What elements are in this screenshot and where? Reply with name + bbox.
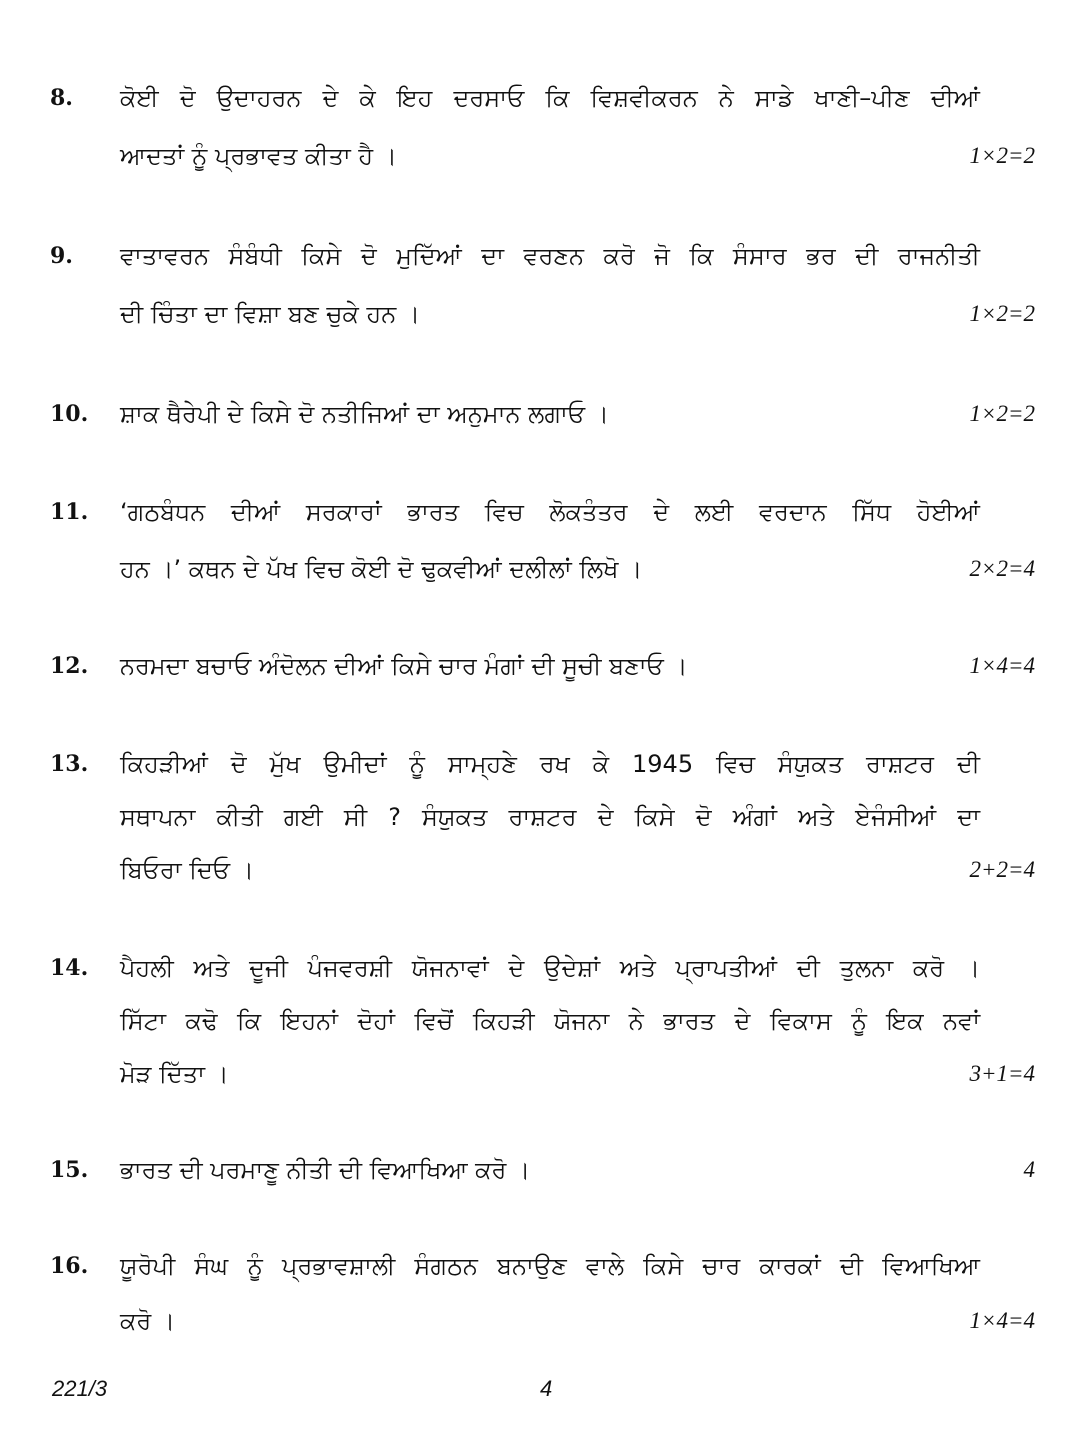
- question-number: 15.: [50, 1157, 89, 1183]
- question-text-line: ਭਾਰਤ ਦੀ ਪਰਮਾਣੂ ਨੀਤੀ ਦੀ ਵਿਆਖਿਆ ਕਰੋ ।: [120, 1156, 531, 1184]
- question-text-line: ਬਿਓਰਾ ਦਿਓ ।: [120, 856, 254, 884]
- marks-label: 1×4=4: [969, 653, 1035, 678]
- marks-label: 4: [1023, 1157, 1035, 1182]
- question-text-line: ਮੋੜ ਦਿੱਤਾ ।: [120, 1060, 229, 1088]
- question-text-line: ਵਾਤਾਵਰਨ ਸੰਬੰਧੀ ਕਿਸੇ ਦੋ ਮੁਦਿੱਆਂ ਦਾ ਵਰਣਨ ਕਰੋ ਜੋ ਕਿ ਸੰਸਾਰ ਭਰ ਦੀ ਰਾਜਨੀਤੀ: [120, 242, 980, 270]
- question-number: 8.: [50, 85, 73, 111]
- page-number: 4: [540, 1376, 553, 1401]
- marks-label: 1×2=2: [969, 301, 1035, 326]
- question-text-line: ਦੀ ਚਿੰਤਾ ਦਾ ਵਿਸ਼ਾ ਬਣ ਚੁਕੇ ਹਨ ।: [120, 300, 421, 328]
- question-number: 11.: [50, 499, 89, 525]
- question-number: 16.: [50, 1253, 89, 1279]
- question-number: 13.: [50, 751, 89, 777]
- question-number: 9.: [50, 243, 73, 269]
- question-text-line: ਸਥਾਪਨਾ ਕੀਤੀ ਗਈ ਸੀ ? ਸੰਯੁਕਤ ਰਾਸ਼ਟਰ ਦੇ ਕਿਸੇ ਦੋ ਅੰਗਾਂ ਅਤੇ ਏਜੰਸੀਆਂ ਦਾ: [120, 803, 980, 831]
- question-text-line: ਯੂਰੋਪੀ ਸੰਘ ਨੂੰ ਪ੍ਰਭਾਵਸ਼ਾਲੀ ਸੰਗਠਨ ਬਨਾਉਣ ਵਾਲੇ ਕਿਸੇ ਚਾਰ ਕਾਰਕਾਂ ਦੀ ਵਿਆਖਿਆ: [120, 1252, 980, 1280]
- marks-label: 2+2=4: [969, 857, 1035, 882]
- question-text-line: ਕਰੋ ।: [120, 1307, 176, 1335]
- question-number: 14.: [50, 955, 89, 981]
- question-number: 10.: [50, 401, 89, 427]
- question-text-line: ਨਰਮਦਾ ਬਚਾਓ ਅੰਦੋਲਨ ਦੀਆਂ ਕਿਸੇ ਚਾਰ ਮੰਗਾਂ ਦੀ ਸੂਚੀ ਬਣਾਓ ।: [120, 652, 688, 680]
- question-text-line: ‘ਗਠਬੰਧਨ ਦੀਆਂ ਸਰਕਾਰਾਂ ਭਾਰਤ ਵਿਚ ਲੋਕਤੰਤਰ ਦੇ ਲਈ ਵਰਦਾਨ ਸਿੱਧ ਹੋਈਆਂ: [120, 498, 980, 526]
- marks-label: 1×4=4: [969, 1308, 1035, 1333]
- question-text-line: ਕੋਈ ਦੋ ਉਦਾਹਰਨ ਦੇ ਕੇ ਇਹ ਦਰਸਾਓ ਕਿ ਵਿਸ਼ਵੀਕਰਨ ਨੇ ਸਾਡੇ ਖਾਣੀ–ਪੀਣ ਦੀਆਂ: [120, 84, 980, 112]
- question-text-line: ਆਦਤਾਂ ਨੂੰ ਪ੍ਰਭਾਵਤ ਕੀਤਾ ਹੈ ।: [120, 142, 397, 170]
- paper-code: 221/3: [52, 1376, 108, 1401]
- question-number: 12.: [50, 653, 89, 679]
- question-text-line: ਹਨ ।’ ਕਥਨ ਦੇ ਪੱਖ ਵਿਚ ਕੋਈ ਦੋ ਢੁਕਵੀਆਂ ਦਲੀਲਾਂ ਲਿਖੋ ।: [120, 555, 643, 583]
- marks-label: 2×2=4: [969, 556, 1035, 581]
- marks-label: 1×2=2: [969, 143, 1035, 168]
- question-text-line: ਕਿਹੜੀਆਂ ਦੋ ਮੁੱਖ ਉਮੀਦਾਂ ਨੂੰ ਸਾਮ੍ਹਣੇ ਰਖ ਕੇ 1945 ਵਿਚ ਸੰਯੁਕਤ ਰਾਸ਼ਟਰ ਦੀ: [120, 750, 980, 778]
- question-text-line: ਪੈਹਲੀ ਅਤੇ ਦੂਜੀ ਪੰਜਵਰਸ਼ੀ ਯੋਜਨਾਵਾਂ ਦੇ ਉਦੇਸ਼ਾਂ ਅਤੇ ਪ੍ਰਾਪਤੀਆਂ ਦੀ ਤੁਲਨਾ ਕਰੋ ।: [120, 954, 980, 982]
- question-text-line: ਸਿੱਟਾ ਕਢੋ ਕਿ ਇਹਨਾਂ ਦੋਹਾਂ ਵਿਚੋਂ ਕਿਹੜੀ ਯੋਜਨਾ ਨੇ ਭਾਰਤ ਦੇ ਵਿਕਾਸ ਨੂੰ ਇਕ ਨਵਾਂ: [120, 1007, 980, 1035]
- question-text-line: ਸ਼ਾਕ ਥੈਰੇਪੀ ਦੇ ਕਿਸੇ ਦੋ ਨਤੀਜਿਆਂ ਦਾ ਅਨੁਮਾਨ ਲਗਾਓ ।: [120, 400, 609, 428]
- marks-label: 3+1=4: [969, 1061, 1035, 1086]
- marks-label: 1×2=2: [969, 401, 1035, 426]
